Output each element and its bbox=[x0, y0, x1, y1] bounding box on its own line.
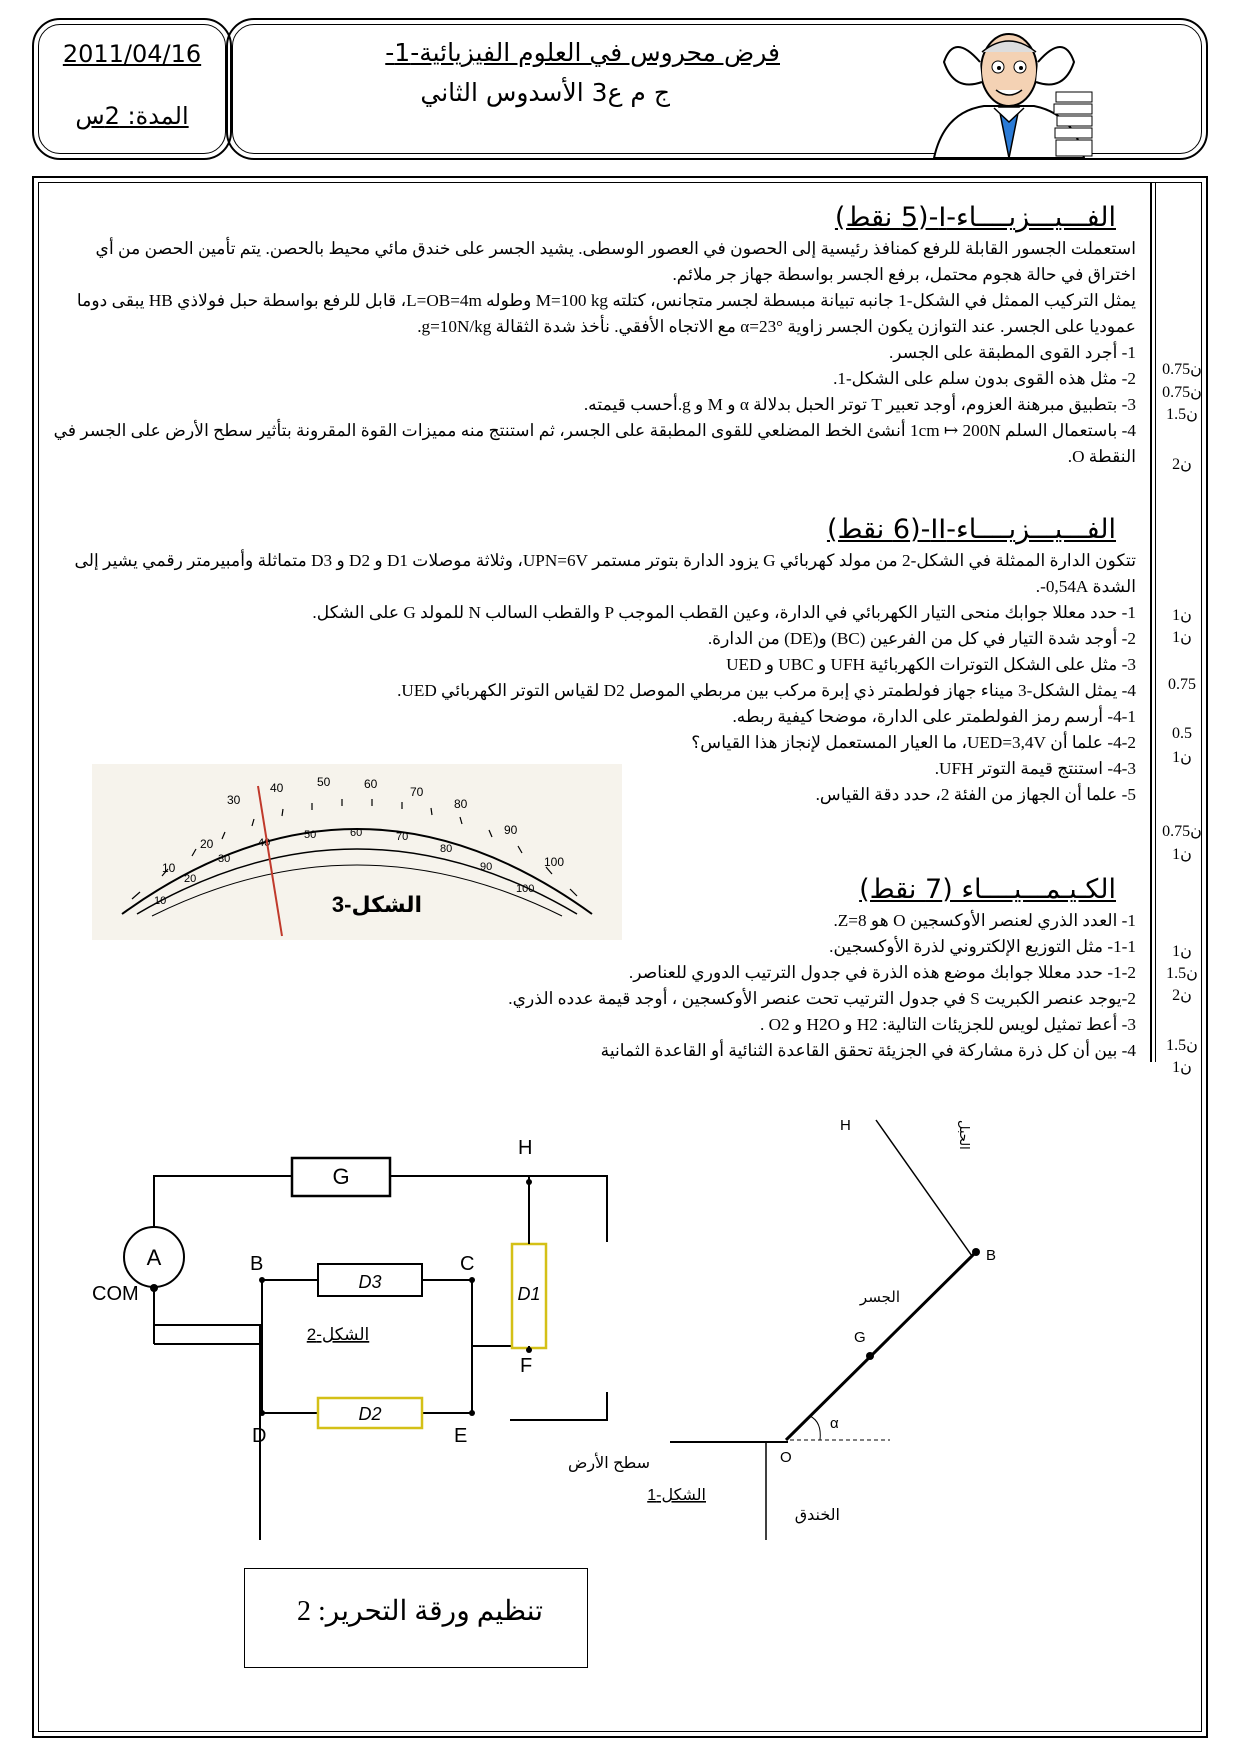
circuit-nodes bbox=[150, 1179, 532, 1416]
dial-outer-label: 80 bbox=[454, 797, 468, 811]
dial-inner-label: 50 bbox=[304, 829, 317, 841]
physics-1-q4: 4- باستعمال السلم 1cm ↦ 200N أنشئ الخط المضلعي للقوى المطبقة على الجسر، ثم استنتج منه مميزات القوة المقرونة بتأثير سطح الأرض على الجسر في النقطة O. bbox=[53, 421, 1136, 466]
dial-inner-label: 90 bbox=[480, 861, 493, 873]
label-G: G bbox=[332, 1164, 350, 1189]
teacher-cartoon-image bbox=[924, 22, 1094, 158]
marks-p2-q43: 0.75ن bbox=[1162, 823, 1202, 840]
physics-2-q5: 5- علما أن الجهاز من الفئة 2، حدد دقة القياس. bbox=[815, 785, 1136, 804]
alpha-arc bbox=[810, 1416, 820, 1440]
label-E: E bbox=[454, 1425, 468, 1447]
dial-inner-label: 30 bbox=[218, 853, 231, 865]
chemistry-q12: 1-2- حدد معللا جوابك موضع هذه الذرة في جدول الترتيب الدوري للعناصر. bbox=[628, 963, 1136, 982]
label-O-fig1: O bbox=[780, 1449, 792, 1466]
dial-outer-label: 100 bbox=[544, 855, 565, 869]
marks-p2-q42: 1ن bbox=[1172, 749, 1192, 766]
label-ground: سطح الأرض bbox=[568, 1455, 650, 1472]
figure-1-bridge bbox=[568, 1100, 1140, 1524]
chemistry-q4: 4- بين أن كل ذرة مشاركة في الجزيئة تحقق القاعدة الثنائية أو القاعدة الثمانية bbox=[600, 1041, 1136, 1060]
point-G bbox=[866, 1352, 874, 1360]
dial-inner-label: 40 bbox=[258, 837, 271, 849]
exam-title-line2: ج م ع3 الأسدوس الثاني bbox=[420, 78, 670, 107]
chemistry-title: الكـيـمـــيــــاء (7 نقط) bbox=[859, 874, 1116, 905]
label-B: B bbox=[250, 1253, 264, 1275]
label-moat: الخندق bbox=[794, 1507, 840, 1524]
marks-p2-q41: 0.5 bbox=[1172, 725, 1192, 742]
label-bridge: الجسر bbox=[859, 1289, 900, 1306]
physics-2-title: الفـــيـــزيــــاء-II-(6 نقط) bbox=[826, 514, 1116, 545]
marks-p1-q3: 1.5ن bbox=[1166, 406, 1198, 423]
dial-outer-label: 50 bbox=[317, 775, 331, 789]
marks-chem-q2: 2ن bbox=[1172, 987, 1192, 1004]
label-D3: D3 bbox=[358, 1272, 382, 1292]
dial-outer-label: 10 bbox=[162, 861, 176, 875]
physics-1-title: الفـــيـــزيــــاء-I-(5 نقط) bbox=[834, 202, 1116, 233]
label-C: C bbox=[460, 1253, 475, 1275]
figure-3-voltmeter-dial bbox=[92, 764, 622, 940]
physics-1-section bbox=[46, 200, 1136, 470]
dial-inner-label: 20 bbox=[184, 873, 197, 885]
point-B bbox=[972, 1248, 980, 1256]
dial-outer-label: 30 bbox=[227, 793, 241, 807]
footer-note: تنظيم ورقة التحرير: 2 bbox=[296, 1596, 544, 1627]
figure-1-caption: الشكل-1 bbox=[647, 1487, 706, 1504]
physics-2-q2: 2- أوجد شدة التيار في كل من الفرعين (BC) و(DE) من الدارة. bbox=[707, 629, 1136, 648]
figure-2-caption: الشكل-2 bbox=[306, 1325, 370, 1344]
marks-p1-q1: 0.75ن bbox=[1162, 361, 1202, 378]
chemistry-q11: 1-1- مثل التوزيع الإلكتروني لذرة الأوكسجين. bbox=[829, 937, 1136, 956]
marks-p1-q4: 2ن bbox=[1172, 456, 1192, 473]
dial-inner-label: 80 bbox=[440, 843, 453, 855]
bridge-OB bbox=[786, 1250, 978, 1440]
marks-chem-q3: 1.5ن bbox=[1166, 1037, 1198, 1054]
marks-chem-q4: 1ن bbox=[1172, 1059, 1192, 1076]
label-H: H bbox=[518, 1137, 533, 1159]
label-COM: COM bbox=[92, 1283, 139, 1305]
dial-inner-label: 100 bbox=[516, 883, 535, 895]
label-F: F bbox=[520, 1355, 533, 1377]
chemistry-q3: 3- أعط تمثيل لويس للجزيئات التالية: H2 و H2O و O2 . bbox=[760, 1015, 1136, 1034]
label-rope: الحبل bbox=[957, 1120, 972, 1150]
physics-1-setup: يمثل التركيب الممثل في الشكل-1 جانبه تبيانة مبسطة لجسر متجانس، كتلته M=100 kg وطوله L=OB=4m، قابل للرفع بواسطة حبل فولاذي HB يبقى دوما عموديا على الجسر. عند التوازن يكون الجسر زاوية α=23° مع الاتجاه الأفقي. نأخذ شدة الثقالة g=10N/kg. bbox=[76, 291, 1136, 336]
exam-date: 2011/04/16 bbox=[62, 40, 202, 68]
physics-1-intro: استعملت الجسور القابلة للرفع كمنافذ رئيسية إلى الحصون في العصور الوسطى. يشيد الجسر على خندق مائي محيط بالحصن. يتم تأمين الحصن من أي اختراق في حالة هجوم محتمل، برفع الجسر بواسطة جهاز جر ملائم. bbox=[95, 239, 1136, 284]
exam-duration: المدة: 2س bbox=[75, 102, 189, 130]
physics-1-q3: 3- بتطبيق مبرهنة العزوم، أوجد تعبير T توتر الحبل بدلالة α و M و g.أحسب قيمته. bbox=[583, 395, 1136, 414]
physics-1-q1: 1- أجرد القوى المطبقة على الجسر. bbox=[888, 343, 1136, 362]
figure-2-circuit bbox=[92, 1120, 622, 1447]
chemistry-q1: 1- العدد الذري لعنصر الأوكسجين O هو Z=8. bbox=[833, 911, 1136, 930]
dial-outer-label: 60 bbox=[364, 777, 378, 791]
label-D1: D1 bbox=[517, 1284, 541, 1304]
physics-2-intro: تتكون الدارة الممثلة في الشكل-2 من مولد كهربائي G يزود الدارة بتوتر مستمر UPN=6V، وثلاثة موصلات D1 و D2 و D3 متماثلة وأمبيرمتر رقمي يشير إلى الشدة 0,54A-. bbox=[74, 551, 1136, 596]
label-D2: D2 bbox=[358, 1404, 382, 1424]
physics-2-q1: 1- حدد معللا جوابك منحى التيار الكهربائي في الدارة، وعين القطب الموجب P والقطب السالب N للمولد G على الشكل. bbox=[312, 603, 1136, 622]
figure-3-caption: الشكل-3 bbox=[331, 892, 423, 917]
exam-title-line1: فرض محروس في العلوم الفيزيائية-1- bbox=[385, 38, 780, 67]
marks-p1-q2: 0.75ن bbox=[1162, 384, 1202, 401]
label-G-fig1: G bbox=[854, 1329, 866, 1346]
physics-2-q4: 4- يمثل الشكل-3 ميناء جهاز فولطمتر ذي إبرة مركب بين مربطي الموصل D2 لقياس التوتر الكهربائي UED. bbox=[397, 681, 1136, 700]
dial-outer-label: 90 bbox=[504, 823, 518, 837]
label-D: D bbox=[252, 1425, 267, 1447]
dial-inner-label: 60 bbox=[350, 827, 363, 839]
label-alpha: α bbox=[830, 1415, 839, 1432]
marks-p2-q1: 1ن bbox=[1172, 607, 1192, 624]
margin-divider bbox=[1150, 182, 1152, 1062]
dial-outer-label: 40 bbox=[270, 781, 284, 795]
dial-outer-label: 70 bbox=[410, 785, 424, 799]
dial-inner-label: 70 bbox=[396, 831, 409, 843]
marks-p2-q3: 0.75 bbox=[1168, 676, 1196, 693]
physics-2-q42: 4-2- علما أن UED=3,4V، ما العيار المستعمل لإنجاز هذا القياس؟ bbox=[691, 733, 1136, 752]
label-H-fig1: H bbox=[840, 1117, 851, 1134]
marks-p2-q5: 1ن bbox=[1172, 846, 1192, 863]
dial-outer-label: 20 bbox=[200, 837, 214, 851]
physics-1-q2: 2- مثل هذه القوى بدون سلم على الشكل-1. bbox=[833, 369, 1136, 388]
marks-chem-q12: 1.5ن bbox=[1166, 965, 1198, 982]
label-B-fig1: B bbox=[986, 1247, 997, 1264]
physics-2-q41: 4-1- أرسم رمز الفولطمتر على الدارة، موضحا كيفية ربطه. bbox=[732, 707, 1136, 726]
label-A: A bbox=[146, 1245, 162, 1270]
dial-inner-label: 10 bbox=[154, 895, 167, 907]
chemistry-q2: 2-يوجد عنصر الكبريت S في جدول الترتيب تحت عنصر الأوكسجين ، أوجد قيمة عدده الذري. bbox=[508, 989, 1136, 1008]
marks-chem-q11: 1ن bbox=[1172, 943, 1192, 960]
physics-2-q3: 3- مثل على الشكل التوترات الكهربائية UFH و UBC و UED bbox=[726, 655, 1136, 674]
marks-p2-q2: 1ن bbox=[1172, 629, 1192, 646]
physics-2-q43: 4-3- استنتج قيمة التوتر UFH. bbox=[934, 759, 1136, 778]
